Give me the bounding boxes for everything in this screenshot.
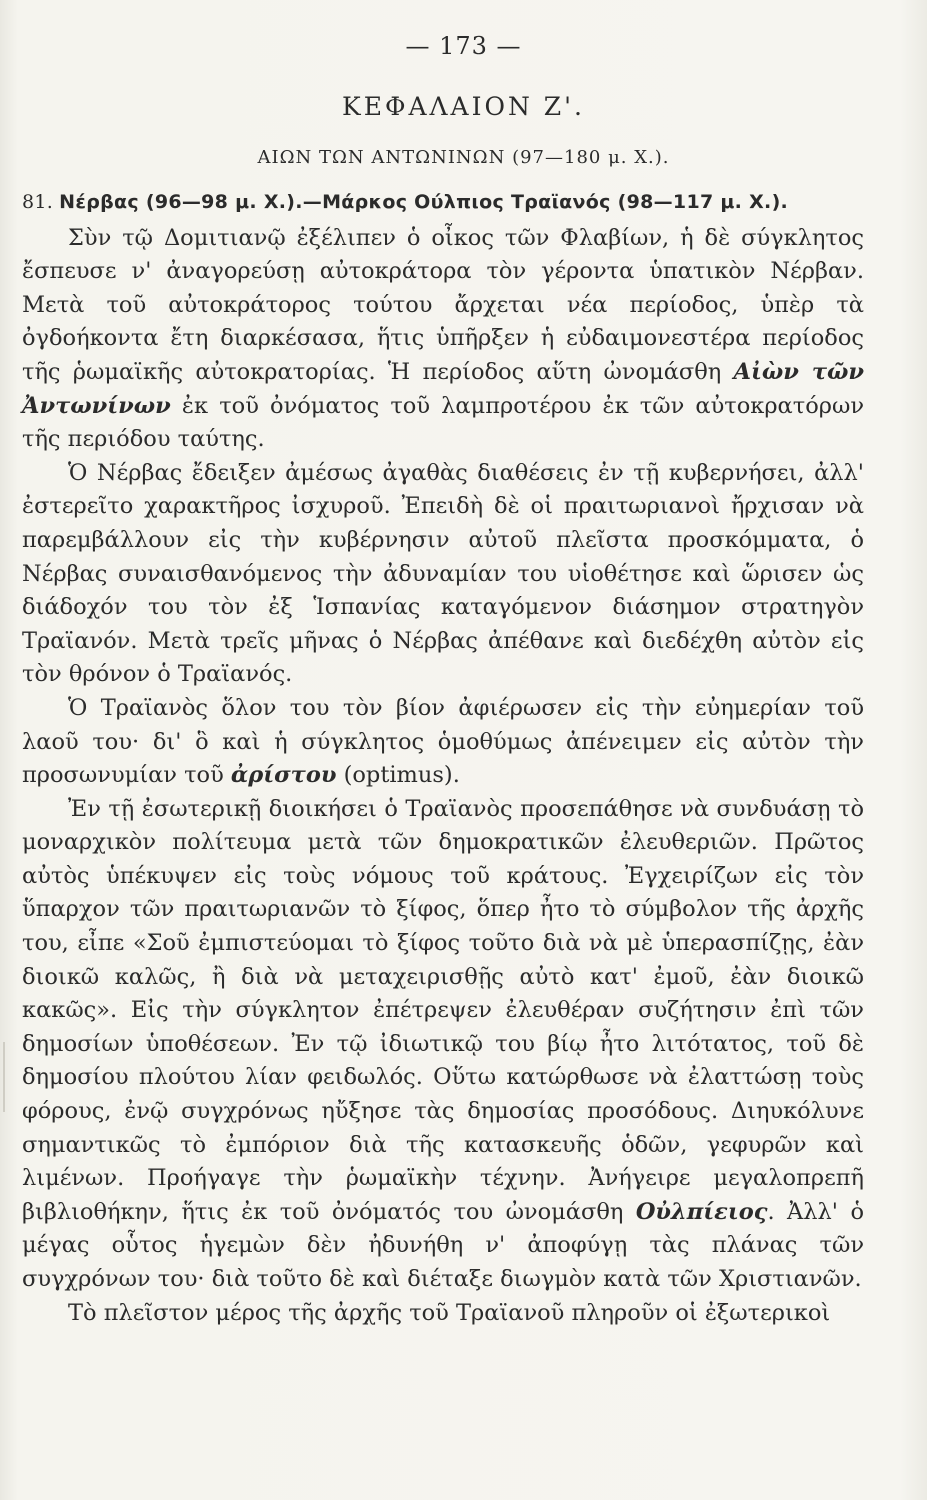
- paragraph-2: Ὁ Νέρβας ἔδειξεν ἀμέσως ἀγαθὰς διαθέσεις ἐν τῇ κυβερνήσει, ἀλλ' ἐστερεῖτο χαρακτῆρος ἰσχυροῦ. Ἐπειδὴ δὲ οἱ πραιτωριανοὶ ἤρχισαν νὰ παρεμβάλλουν εἰς τὴν κυβέρνησιν αὐτοῦ πλεῖστα προσκόμματα, ὁ Νέρβας συναισθανόμενος τὴν ἀδυναμίαν του υἱοθέτησε καὶ ὥρισεν ὡς διάδοχόν του τὸν ἐξ Ἱσπανίας καταγόμενον διάσημον στρατηγὸν Τραϊανόν. Μετὰ τρεῖς μῆνας ὁ Νέρβας ἀπέθανε καὶ διεδέχθη αὐτὸν εἰς τὸν θρόνον ὁ Τραϊανός.: [22, 459, 864, 688]
- paragraph-1-emphasis: Αἰὼν τῶν Ἀντωνίνων: [22, 358, 864, 419]
- paragraph-4-emphasis: Οὐλπίειος: [635, 1198, 768, 1225]
- margin-mark: [3, 1042, 5, 1112]
- chapter-title: ΚΕΦΑΛΑΙΟΝ Ζ'.: [342, 92, 585, 121]
- paragraph-1: [22, 222, 864, 457]
- paragraph-3-text-b: (optimus).: [336, 762, 460, 789]
- paragraph-1-text-a: Σὺν τῷ Δομιτιανῷ ἐξέλιπεν ὁ οἶκος τῶν Φλαβίων, ἡ δὲ σύγκλητος ἔσπευσε ν' ἀναγορεύσῃ αὐτοκράτορα τὸν γέροντα ὑπατικὸν Νέρβαν. Μετὰ τοῦ αὐτοκράτορος τούτου ἄρχεται νέα περίοδος, ὑπὲρ τὰ ὀγδοήκοντα ἔτη διαρκέσασα, ἥτις ὑπῆρξεν ἡ εὐδαιμονεστέρα περίοδος τῆς ῥωμαϊκῆς αὐτοκρατορίας. Ἡ περίοδος αὕτη ὠνομάσθη: [22, 224, 864, 385]
- paragraph-4-text-a: Ἐν τῇ ἐσωτερικῇ διοικήσει ὁ Τραϊανὸς προσεπάθησε νὰ συνδυάσῃ τὸ μοναρχικὸν πολίτευμα μετὰ τῶν δημοκρατικῶν ἐλευθεριῶν. Πρῶτος αὐτὸς ὑπέκυψεν εἰς τοὺς νόμους τοῦ κράτους. Ἐγχειρίζων εἰς τὸν ὕπαρχον τῶν πραιτωριανῶν τὸ ξίφος, ὅπερ ἦτο τὸ σύμβολον τῆς ἀρχῆς του, εἶπε «Σοῦ ἐμπιστεύομαι τὸ ξίφος τοῦτο διὰ νὰ μὲ ὑπερασπίζῃς, ἐὰν διοικῶ καλῶς, ἢ διὰ νὰ μεταχειρισθῇς αὐτὸ κατ' ἐμοῦ, ἐὰν διοικῶ κακῶς». Εἰς τὴν σύγκλητον ἐπέτρεψεν ἐλευθέραν συζήτησιν ἐπὶ τῶν δημοσίων ὑποθέσεων. Ἐν τῷ ἰδιωτικῷ του βίῳ ἦτο λιτότατος, τοῦ δὲ δημοσίου πλούτου λίαν φειδωλός. Οὕτω κατώρθωσε νὰ ἐλαττώσῃ τοὺς φόρους, ἐνῷ συγχρόνως ηὔξησε τὰς δημοσίας προσόδους. Διηυκόλυνε σημαντικῶς τὸ ἐμπόριον διὰ τῆς κατασκευῆς ὁδῶν, γεφυρῶν καὶ λιμένων. Προήγαγε τὴν ῥωμαϊκὴν τέχνην. Ἀνήγειρε μεγαλοπρεπῆ βιβλιοθήκην, ἥτις ἐκ τοῦ ὀνόματός του ὠνομάσθη: [22, 795, 864, 1225]
- section-number: 81.: [22, 191, 54, 213]
- section-title: Νέρβας (96—98 μ. Χ.).—Μάρκος Ούλπιος Τραϊανός (98—117 μ. Χ.).: [59, 191, 789, 213]
- page-body: [22, 186, 864, 1330]
- paragraph-3: [22, 692, 864, 793]
- era-title: ΑΙΩΝ ΤΩΝ ΑΝΤΩΝΙΝΩΝ (97—180 μ. Χ.).: [257, 147, 670, 168]
- section-heading: [22, 186, 864, 220]
- paragraph-4-text-b: . Ἀλλ' ὁ μέγας οὗτος ἡγεμὼν δὲν ἠδυνήθη ν' ἀποφύγῃ τὰς πλάνας τῶν συγχρόνων του· διὰ τοῦτο δὲ καὶ διέταξε διωγμὸν κατὰ τῶν Χριστιανῶν.: [22, 1198, 864, 1292]
- page-number: — 173 —: [405, 32, 522, 60]
- paragraph-5: Τὸ πλεῖστον μέρος τῆς ἀρχῆς τοῦ Τραϊανοῦ πληροῦν οἱ ἐξωτερικοὶ: [68, 1299, 831, 1326]
- paragraph-3-emphasis: ἀρίστου: [230, 762, 337, 789]
- paragraph-4: [22, 793, 864, 1297]
- paragraph-1-text-b: ἐκ τοῦ ὀνόματος τοῦ λαμπροτέρου ἐκ τῶν αὐτοκρατόρων τῆς περιόδου ταύτης.: [22, 392, 864, 453]
- paragraph-3-text-a: Ὁ Τραϊανὸς ὅλον του τὸν βίον ἀφιέρωσεν εἰς τὴν εὐημερίαν τοῦ λαοῦ του· δι' ὃ καὶ ἡ σύγκλητος ὁμοθύμως ἀπένειμεν εἰς αὐτὸν τὴν προσωνυμίαν τοῦ: [22, 694, 864, 789]
